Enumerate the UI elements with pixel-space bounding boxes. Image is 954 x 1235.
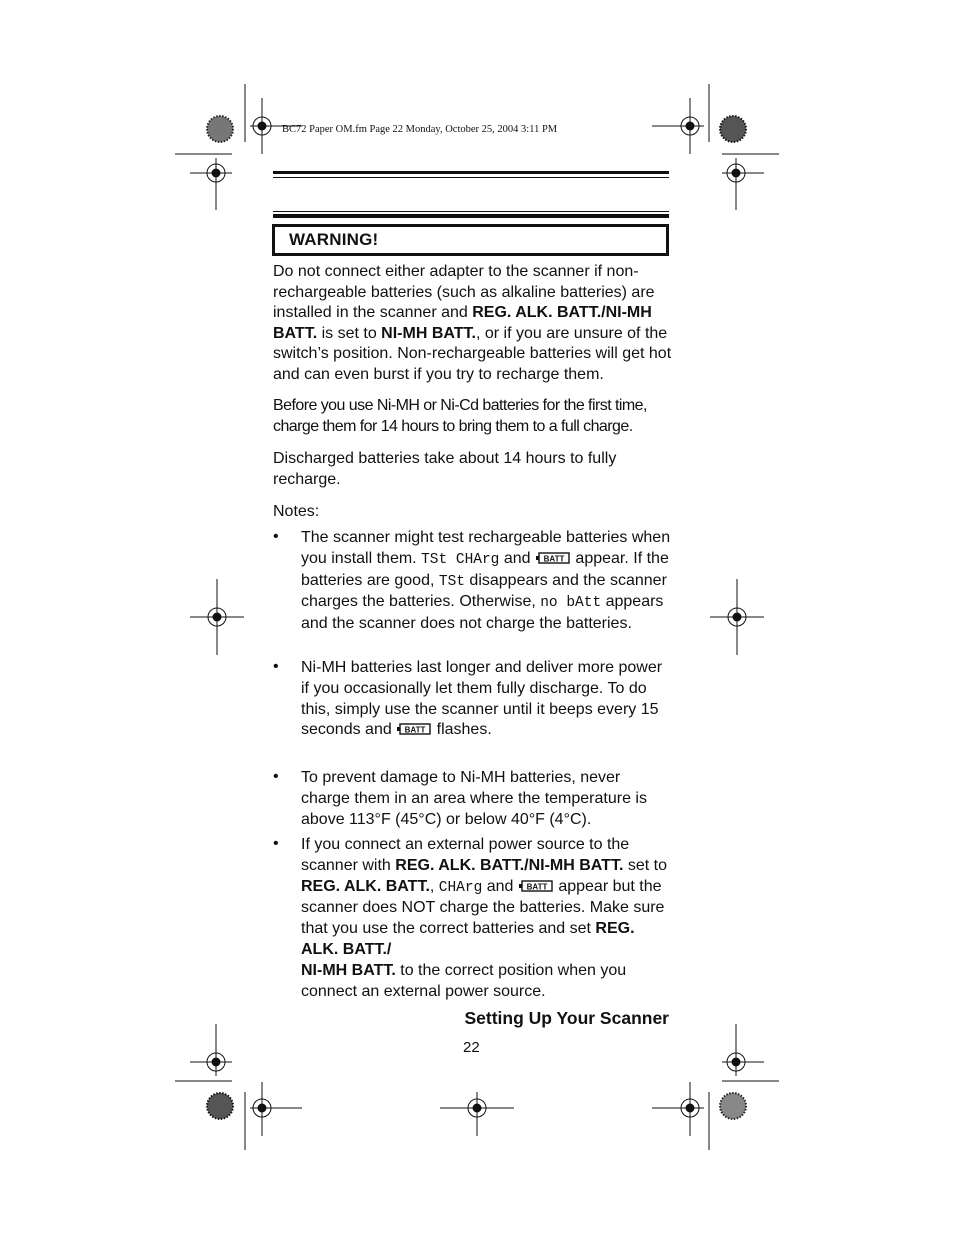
- svg-text:BATT: BATT: [526, 882, 548, 892]
- registration-target-icon: [440, 1092, 514, 1136]
- battery-icon: [535, 552, 571, 564]
- page-number: 22: [463, 1039, 480, 1056]
- starburst-wheel-icon: [720, 116, 746, 142]
- file-info-header: BC72 Paper OM.fm Page 22 Monday, October 25, 2004 3:11 PM: [282, 124, 558, 135]
- display-text: no bAtt: [540, 595, 602, 612]
- registration-target-icon: [190, 1024, 232, 1076]
- svg-text:BATT: BATT: [404, 725, 426, 735]
- warning-rule-thin: [273, 211, 669, 212]
- registration-target-icon: [190, 158, 232, 210]
- registration-target-icon: [710, 579, 764, 655]
- first-charge-paragraph: Before you use Ni-MH or Ni-Cd batteries for the first time, charge them for 14 hours to bring them to a full charge.: [273, 397, 647, 435]
- switch-name: NI-MH BATT.: [301, 961, 396, 979]
- bullet-icon: •: [273, 768, 279, 785]
- registration-target-icon: [722, 1024, 764, 1076]
- display-text: TSt CHArg: [421, 551, 500, 568]
- switch-position: REG. ALK. BATT.: [301, 877, 430, 895]
- starburst-wheel-icon: [720, 1093, 746, 1119]
- warning-box: [272, 224, 669, 256]
- warning-paragraph: Do not connect either adapter to the scanner if non-rechargeable batteries (such as alkaline batteries) are installed in the scanner and REG. ALK. BATT./NI-MH BATT. is set to NI-MH BATT., or if you are unsure of the switch’s position. Non-rechargeable batteries will get hot and can even burst if you try to recharge them.: [273, 263, 672, 383]
- battery-icon: [518, 880, 554, 892]
- bullet-icon: •: [273, 528, 279, 545]
- note-item: To prevent damage to Ni-MH batteries, never charge them in an area where the temperature is above 113°F (45°C) or below 40°F (4°C).: [301, 769, 647, 828]
- svg-text:BATT: BATT: [543, 554, 565, 564]
- note-item: The scanner might test rechargeable batteries when you install them. TSt CHArg and BATT appear. If the batteries are good, TSt disappears and the scanner charges the batteries. Otherwise, no bAtt appears and the scanner does not charge the batteries.: [301, 529, 671, 633]
- notes-label: Notes:: [273, 503, 320, 520]
- battery-icon: [396, 723, 432, 735]
- registration-target-icon: [722, 158, 764, 210]
- registration-target-icon: [250, 1082, 302, 1136]
- section-title: Setting Up Your Scanner: [464, 1008, 669, 1028]
- display-text: CHArg: [438, 879, 483, 896]
- top-rule-thin: [273, 177, 669, 178]
- recharge-time-paragraph: Discharged batteries take about 14 hours to fully recharge.: [273, 450, 617, 488]
- switch-position: NI-MH BATT.: [381, 324, 476, 342]
- registration-target-icon: [190, 579, 244, 655]
- starburst-wheel-icon: [207, 116, 233, 142]
- note-item: If you connect an external power source to the scanner with REG. ALK. BATT./NI-MH BATT. set to REG. ALK. BATT., CHArg and BATT appear but the scanner does NOT charge the batteries. Make sure that you use the correct batteries and set REG. ALK. BATT./ NI-MH BATT. to the correct position when you connect an external power source.: [301, 836, 667, 1000]
- bullet-icon: •: [273, 658, 279, 675]
- note-item: Ni-MH batteries last longer and deliver more power if you occasionally let them fully discharge. To do this, simply use the scanner until it beeps every 15 seconds and BATT flashes.: [301, 659, 663, 739]
- top-rule: [273, 171, 669, 174]
- switch-name: REG. ALK. BATT./NI-MH BATT.: [273, 304, 652, 342]
- starburst-wheel-icon: [207, 1093, 233, 1119]
- bullet-icon: •: [273, 835, 279, 852]
- display-text: TSt: [438, 573, 465, 590]
- warning-rule: [273, 214, 669, 218]
- registration-target-icon: [652, 98, 704, 154]
- warning-label: WARNING!: [289, 230, 379, 249]
- switch-name: REG. ALK. BATT./NI-MH BATT.: [395, 856, 624, 874]
- switch-name: REG. ALK. BATT./: [301, 920, 635, 958]
- registration-target-icon: [652, 1082, 704, 1136]
